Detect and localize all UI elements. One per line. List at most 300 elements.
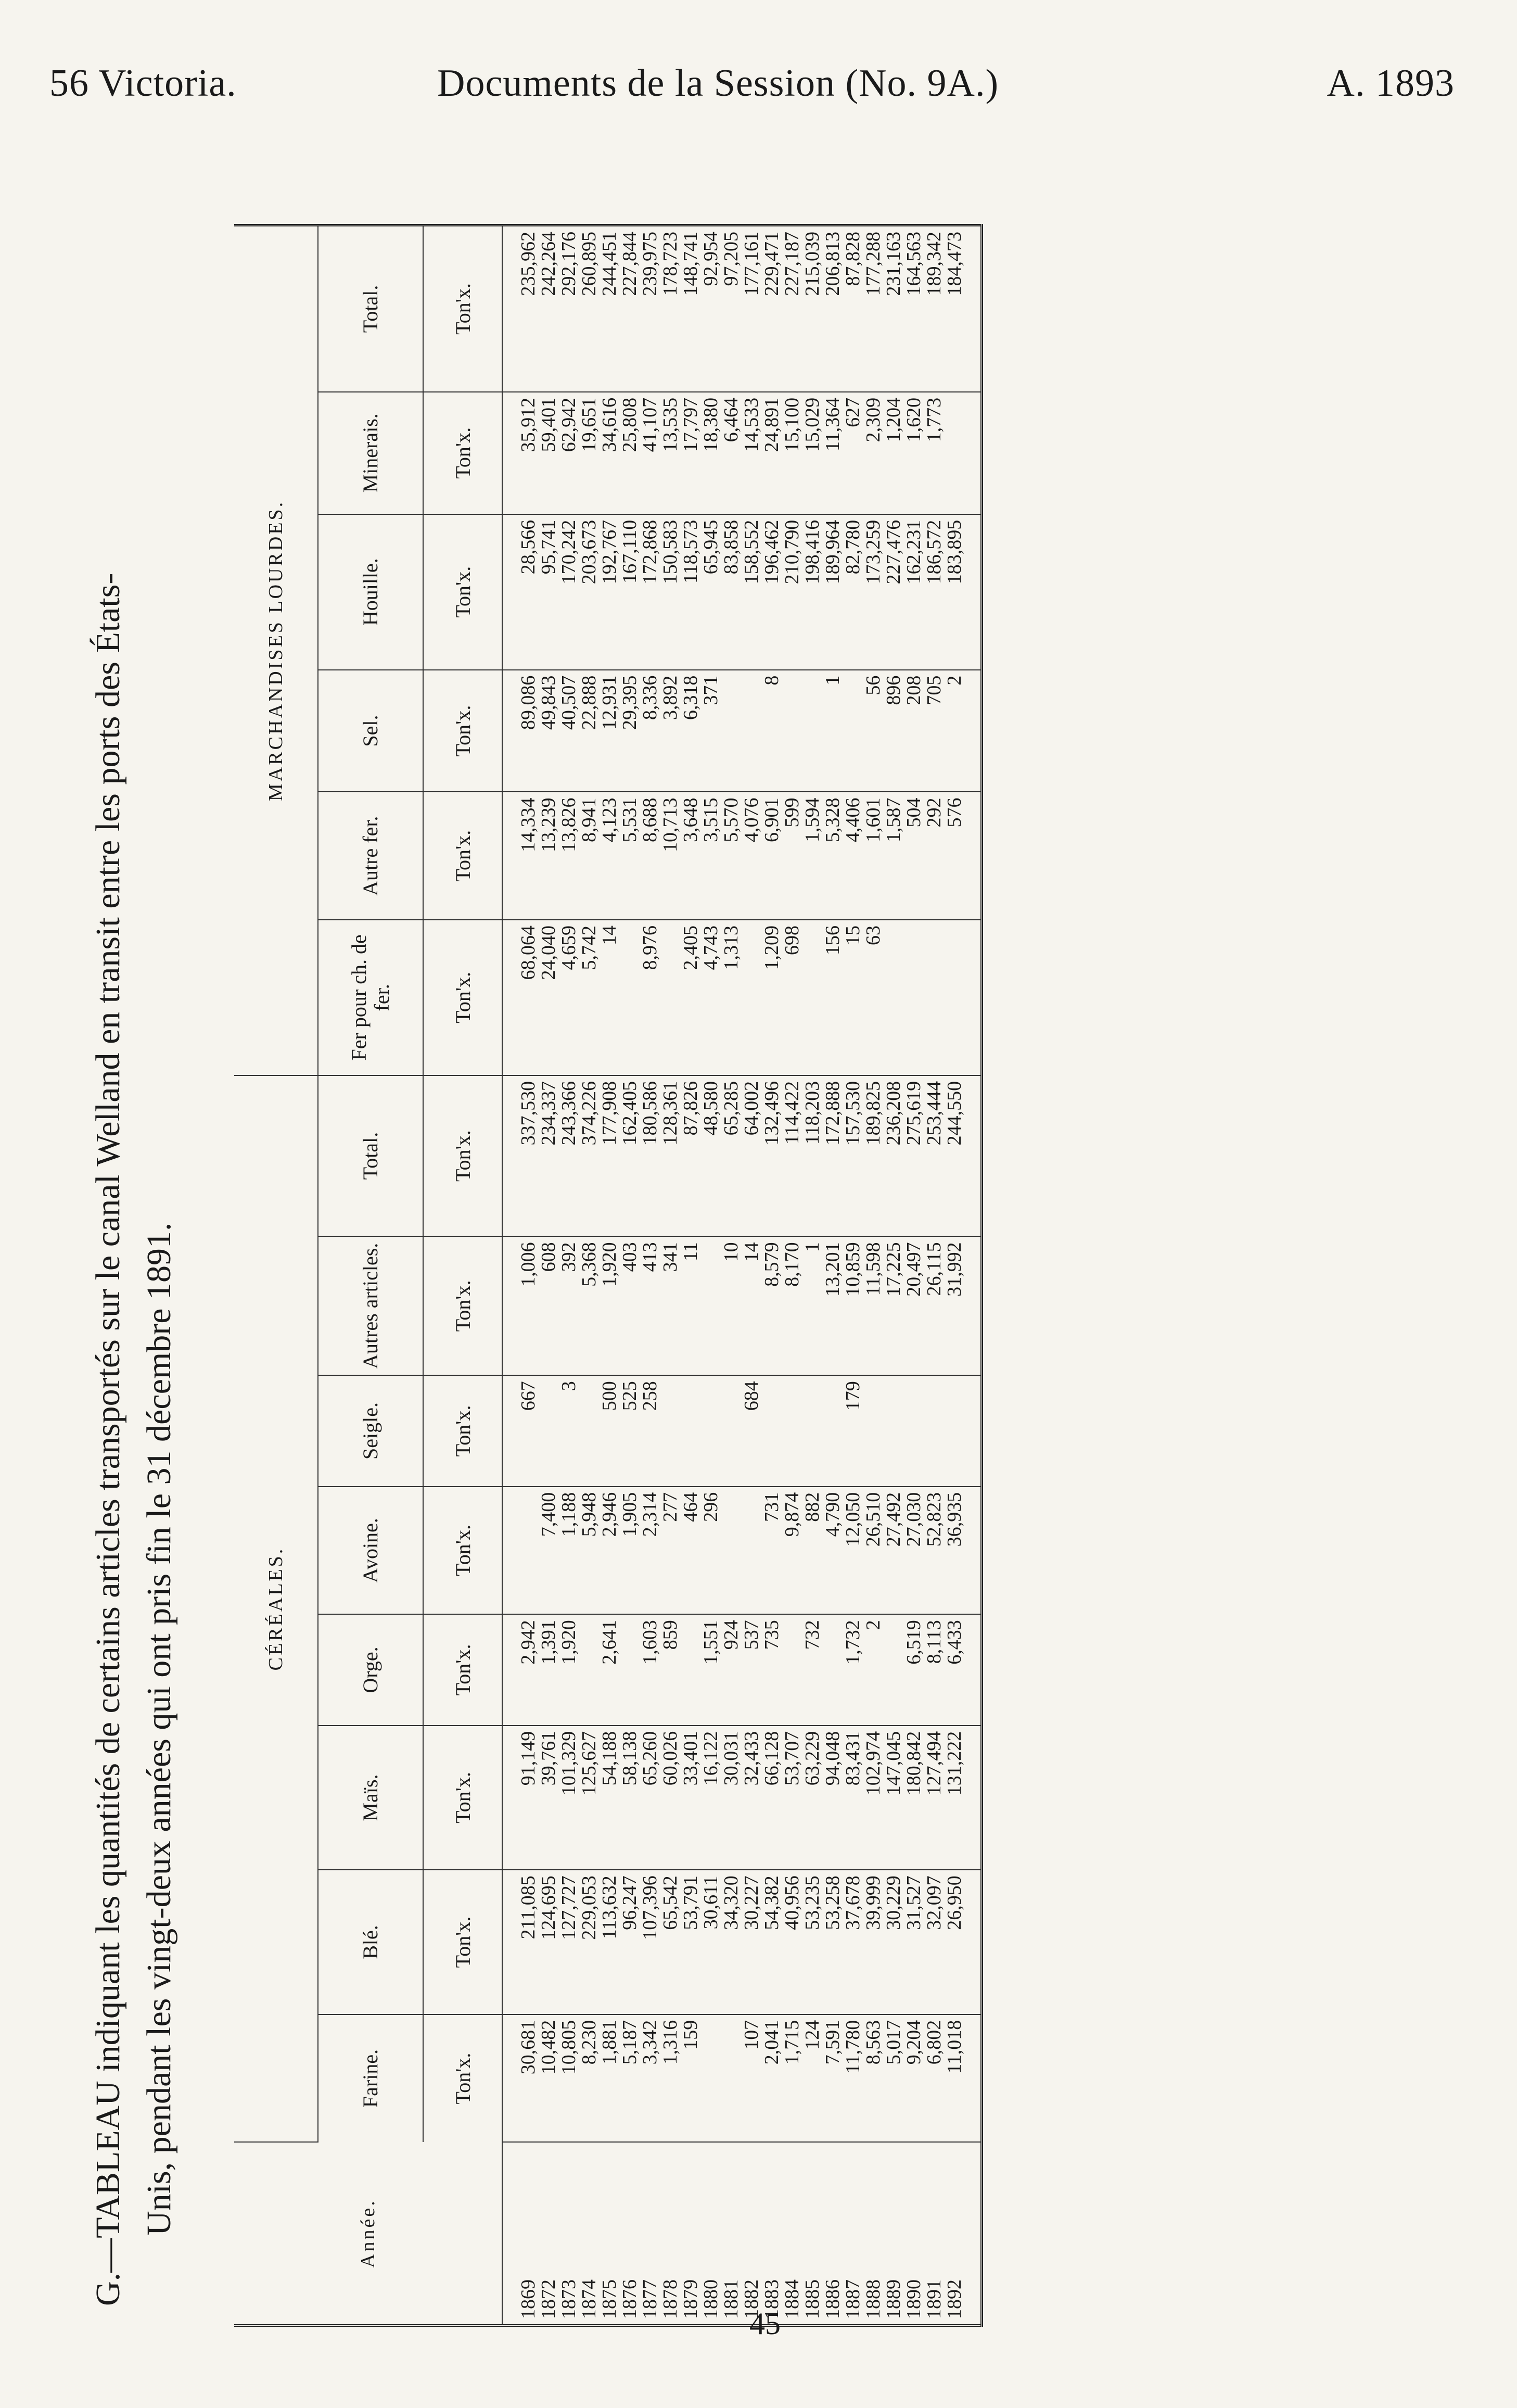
value-cell: 27,030	[904, 1487, 924, 1615]
value-cell: 4,659	[559, 920, 579, 1075]
year-cell: 1887	[842, 2279, 864, 2319]
table-row	[721, 225, 742, 2326]
value-cell: 4,076	[742, 792, 762, 920]
value-cell: 1,881	[600, 2014, 620, 2143]
value-cell: 599	[782, 792, 802, 920]
value-cell: 131,222	[945, 1726, 982, 1870]
value-cell: 107	[742, 2014, 762, 2143]
value-cell: 8,941	[579, 792, 600, 920]
value-cell: 30,227	[742, 1870, 762, 2014]
value-cell: 124	[802, 2014, 823, 2143]
value-cell	[802, 670, 823, 792]
year-cell: 1891	[923, 2279, 945, 2319]
column-header: Minerais.	[318, 392, 423, 514]
value-cell	[701, 1375, 721, 1486]
value-cell: 8,230	[579, 2014, 600, 2143]
value-cell	[681, 1614, 701, 1725]
value-cell: 14	[600, 920, 620, 1075]
value-cell: 1,391	[539, 1614, 559, 1725]
value-cell: 337,530	[502, 1075, 539, 1237]
value-cell: 172,888	[823, 1075, 843, 1237]
value-cell: 91,149	[502, 1726, 539, 1870]
value-cell: 17,225	[884, 1236, 904, 1375]
value-cell: 296	[701, 1487, 721, 1615]
value-cell: 210,790	[782, 514, 802, 670]
value-cell: 2,405	[681, 920, 701, 1075]
table-title-line-1: G.—TABLEAU indiquant les quantités de certains articles transportés sur le canal Welland en transit entre les ports des États-	[89, 573, 127, 2306]
value-cell: 3,892	[660, 670, 681, 792]
value-cell: 54,382	[762, 1870, 782, 2014]
value-cell	[721, 670, 742, 792]
value-cell: 66,128	[762, 1726, 782, 1870]
value-cell: 253,444	[924, 1075, 945, 1237]
value-cell: 178,723	[660, 225, 681, 392]
value-cell: 8	[762, 670, 782, 792]
value-cell: 236,208	[884, 1075, 904, 1237]
header-cereales: CÉRÉALES.	[234, 1075, 318, 2142]
value-cell: 1,209	[762, 920, 782, 1075]
value-cell: 12,050	[843, 1487, 863, 1615]
value-cell: 9,204	[904, 2014, 924, 2143]
header-annee: Année.	[234, 2142, 502, 2325]
value-cell: 10,805	[559, 2014, 579, 2143]
value-cell: 192,767	[600, 514, 620, 670]
year-cell: 1874	[578, 2279, 600, 2319]
value-cell: 5,368	[579, 1236, 600, 1375]
value-cell: 11,598	[863, 1236, 884, 1375]
value-cell	[904, 920, 924, 1075]
value-cell: 52,823	[924, 1487, 945, 1615]
value-cell: 32,433	[742, 1726, 762, 1870]
table-body	[502, 225, 982, 2326]
value-cell: 206,813	[823, 225, 843, 392]
value-cell: 22,888	[579, 670, 600, 792]
header-year: A. 1893	[1327, 62, 1455, 105]
value-cell: 167,110	[620, 514, 640, 670]
value-cell: 95,741	[539, 514, 559, 670]
value-cell	[620, 920, 640, 1075]
column-header: Sel.	[318, 670, 423, 792]
value-cell: 29,395	[620, 670, 640, 792]
value-cell: 63,229	[802, 1726, 823, 1870]
value-cell: 735	[762, 1614, 782, 1725]
value-cell: 1	[802, 1236, 823, 1375]
value-cell: 162,405	[620, 1075, 640, 1237]
value-cell: 1,905	[620, 1487, 640, 1615]
value-cell: 667	[502, 1375, 539, 1486]
value-cell: 292,176	[559, 225, 579, 392]
value-cell: 705	[924, 670, 945, 792]
value-cell: 5,742	[579, 920, 600, 1075]
header-document-title: Documents de la Session (No. 9A.)	[437, 62, 999, 105]
value-cell: 32,097	[924, 1870, 945, 2014]
table-row	[904, 225, 924, 2326]
table-row	[660, 225, 681, 2326]
value-cell: 11,018	[945, 2014, 982, 2143]
value-cell: 53,791	[681, 1870, 701, 2014]
value-cell: 63	[863, 920, 884, 1075]
value-cell: 5,328	[823, 792, 843, 920]
value-cell: 127,727	[559, 1870, 579, 2014]
value-cell: 132,496	[762, 1075, 782, 1237]
column-header: Farine.	[318, 2014, 423, 2143]
value-cell: 11,364	[823, 392, 843, 514]
value-cell: 608	[539, 1236, 559, 1375]
table-title	[78, 224, 198, 2327]
value-cell: 118,203	[802, 1075, 823, 1237]
value-cell: 1	[823, 670, 843, 792]
year-cell: 1892	[945, 2142, 982, 2325]
unit-label: Ton'x.	[423, 1487, 502, 1615]
value-cell: 231,163	[884, 225, 904, 392]
year-cell: 1875	[598, 2279, 620, 2319]
value-cell: 3,515	[701, 792, 721, 920]
value-cell: 189,825	[863, 1075, 884, 1237]
value-cell: 1,773	[924, 392, 945, 514]
year-cell: 1869	[517, 2279, 539, 2319]
value-cell: 34,320	[721, 1870, 742, 2014]
value-cell	[782, 1614, 802, 1725]
value-cell	[924, 920, 945, 1075]
table-row	[945, 225, 982, 2326]
value-cell: 25,808	[620, 392, 640, 514]
column-header: Avoine.	[318, 1487, 423, 1615]
value-cell: 24,891	[762, 392, 782, 514]
value-cell: 859	[660, 1614, 681, 1725]
value-cell: 227,844	[620, 225, 640, 392]
value-cell	[762, 1375, 782, 1486]
value-cell: 215,039	[802, 225, 823, 392]
value-cell	[802, 920, 823, 1075]
table-row	[539, 225, 559, 2326]
value-cell: 39,761	[539, 1726, 559, 1870]
table-row	[701, 225, 721, 2326]
value-cell: 173,259	[863, 514, 884, 670]
year-cell: 1882	[741, 2279, 762, 2319]
table-row	[762, 225, 782, 2326]
value-cell: 229,471	[762, 225, 782, 392]
value-cell: 113,632	[600, 1870, 620, 2014]
year-cell: 1878	[659, 2279, 681, 2319]
column-header: Blé.	[318, 1870, 423, 2014]
value-cell: 2,309	[863, 392, 884, 514]
value-cell: 3,342	[640, 2014, 660, 2143]
value-cell: 239,975	[640, 225, 660, 392]
unit-label: Ton'x.	[423, 514, 502, 670]
value-cell: 6,464	[721, 392, 742, 514]
rotated-table-page	[78, 224, 1410, 2327]
value-cell: 341	[660, 1236, 681, 1375]
unit-label: Ton'x.	[423, 1726, 502, 1870]
value-cell: 5,187	[620, 2014, 640, 2143]
value-cell: 198,416	[802, 514, 823, 670]
value-cell: 882	[802, 1487, 823, 1615]
value-cell	[742, 1487, 762, 1615]
value-cell: 8,113	[924, 1614, 945, 1725]
unit-label: Ton'x.	[423, 670, 502, 792]
year-cell: 1888	[862, 2279, 884, 2319]
unit-label: Ton'x.	[423, 920, 502, 1075]
value-cell	[782, 1375, 802, 1486]
value-cell: 179	[843, 1375, 863, 1486]
value-cell: 40,507	[559, 670, 579, 792]
value-cell: 97,205	[721, 225, 742, 392]
value-cell: 8,976	[640, 920, 660, 1075]
value-cell	[701, 1236, 721, 1375]
value-cell	[620, 1614, 640, 1725]
value-cell: 83,431	[843, 1726, 863, 1870]
value-cell: 35,912	[502, 392, 539, 514]
value-cell: 1,715	[782, 2014, 802, 2143]
year-cell: 1876	[619, 2279, 641, 2319]
value-cell: 13,201	[823, 1236, 843, 1375]
value-cell: 413	[640, 1236, 660, 1375]
column-header: Houille.	[318, 514, 423, 670]
value-cell: 62,942	[559, 392, 579, 514]
value-cell: 4,790	[823, 1487, 843, 1615]
value-cell: 64,002	[742, 1075, 762, 1237]
value-cell: 576	[945, 792, 982, 920]
value-cell: 234,337	[539, 1075, 559, 1237]
year-cell: 1879	[680, 2279, 702, 2319]
value-cell: 1,601	[863, 792, 884, 920]
unit-label: Ton'x.	[423, 2014, 502, 2143]
value-cell: 3	[559, 1375, 579, 1486]
value-cell: 2	[863, 1614, 884, 1725]
year-cell: 1886	[822, 2279, 844, 2319]
value-cell: 101,329	[559, 1726, 579, 1870]
value-cell: 292	[924, 792, 945, 920]
value-cell: 243,366	[559, 1075, 579, 1237]
table-row	[502, 225, 539, 2326]
value-cell: 184,473	[945, 225, 982, 392]
value-cell: 53,258	[823, 1870, 843, 2014]
value-cell	[502, 1487, 539, 1615]
unit-row	[423, 225, 502, 2326]
table-row	[579, 225, 600, 2326]
table-row	[924, 225, 945, 2326]
year-cell: 1883	[761, 2279, 783, 2319]
value-cell: 277	[660, 1487, 681, 1615]
value-cell: 102,974	[863, 1726, 884, 1870]
value-cell: 684	[742, 1375, 762, 1486]
value-cell: 37,678	[843, 1870, 863, 2014]
value-cell: 53,707	[782, 1726, 802, 1870]
value-cell: 11	[681, 1236, 701, 1375]
table-row	[823, 225, 843, 2326]
value-cell: 19,651	[579, 392, 600, 514]
value-cell: 26,115	[924, 1236, 945, 1375]
value-cell: 227,187	[782, 225, 802, 392]
value-cell: 203,673	[579, 514, 600, 670]
value-cell: 34,616	[600, 392, 620, 514]
value-cell: 2,942	[502, 1614, 539, 1725]
value-cell: 1,587	[884, 792, 904, 920]
value-cell: 164,563	[904, 225, 924, 392]
value-cell: 15,029	[802, 392, 823, 514]
value-cell	[945, 392, 982, 514]
value-cell: 54,188	[600, 1726, 620, 1870]
year-cell: 1885	[801, 2279, 823, 2319]
value-cell	[823, 1614, 843, 1725]
value-cell: 28,566	[502, 514, 539, 670]
value-cell: 6,433	[945, 1614, 982, 1725]
year-cell: 1889	[883, 2279, 904, 2319]
table-row	[640, 225, 660, 2326]
table-row	[802, 225, 823, 2326]
value-cell: 30,681	[502, 2014, 539, 2143]
column-header: Total.	[318, 1075, 423, 1237]
value-cell: 1,603	[640, 1614, 660, 1725]
value-cell: 371	[701, 670, 721, 792]
value-cell: 374,226	[579, 1075, 600, 1237]
unit-label: Ton'x.	[423, 1236, 502, 1375]
value-cell: 8,563	[863, 2014, 884, 2143]
value-cell	[721, 2014, 742, 2143]
value-cell: 464	[681, 1487, 701, 1615]
header-session-label: 56 Victoria.	[49, 62, 237, 105]
value-cell: 65,542	[660, 1870, 681, 2014]
value-cell: 4,743	[701, 920, 721, 1075]
value-cell: 26,950	[945, 1870, 982, 2014]
value-cell: 10,859	[843, 1236, 863, 1375]
value-cell: 242,264	[539, 225, 559, 392]
value-cell: 1,594	[802, 792, 823, 920]
value-cell: 12,931	[600, 670, 620, 792]
value-cell: 2	[945, 670, 982, 792]
value-cell: 5,948	[579, 1487, 600, 1615]
value-cell: 172,868	[640, 514, 660, 670]
value-cell: 83,858	[721, 514, 742, 670]
value-cell: 15,100	[782, 392, 802, 514]
value-cell: 260,895	[579, 225, 600, 392]
value-cell: 924	[721, 1614, 742, 1725]
value-cell	[721, 1375, 742, 1486]
value-cell: 127,494	[924, 1726, 945, 1870]
value-cell: 2,041	[762, 2014, 782, 2143]
value-cell: 4,406	[843, 792, 863, 920]
year-cell: 1884	[781, 2279, 803, 2319]
value-cell	[701, 2014, 721, 2143]
column-header: Maïs.	[318, 1726, 423, 1870]
value-cell: 65,285	[721, 1075, 742, 1237]
value-cell: 8,688	[640, 792, 660, 920]
value-cell	[782, 670, 802, 792]
value-cell: 392	[559, 1236, 579, 1375]
value-cell: 27,492	[884, 1487, 904, 1615]
value-cell: 7,591	[823, 2014, 843, 2143]
value-cell: 732	[802, 1614, 823, 1725]
value-cell: 40,956	[782, 1870, 802, 2014]
value-cell: 162,231	[904, 514, 924, 670]
value-cell	[579, 1375, 600, 1486]
value-cell: 49,843	[539, 670, 559, 792]
value-cell: 30,031	[721, 1726, 742, 1870]
value-cell: 6,901	[762, 792, 782, 920]
value-cell: 186,572	[924, 514, 945, 670]
page-number: 45	[749, 2306, 781, 2341]
value-cell: 1,188	[559, 1487, 579, 1615]
value-cell: 10	[721, 1236, 742, 1375]
value-cell	[721, 1487, 742, 1615]
value-cell	[742, 920, 762, 1075]
year-cell: 1890	[903, 2279, 925, 2319]
value-cell	[742, 670, 762, 792]
table-row	[884, 225, 904, 2326]
table-row	[863, 225, 884, 2326]
table-title-line-2: Unis, pendant les vingt-deux années qui ont pris fin le 31 décembre 1891.	[140, 1222, 178, 2236]
column-header: Orge.	[318, 1614, 423, 1725]
value-cell: 9,874	[782, 1487, 802, 1615]
value-cell: 5,531	[620, 792, 640, 920]
value-cell: 13,535	[660, 392, 681, 514]
value-cell: 1,732	[843, 1614, 863, 1725]
value-cell	[863, 1375, 884, 1486]
value-cell	[904, 1375, 924, 1486]
value-cell: 275,619	[904, 1075, 924, 1237]
value-cell: 500	[600, 1375, 620, 1486]
value-cell: 48,580	[701, 1075, 721, 1237]
value-cell: 30,229	[884, 1870, 904, 2014]
value-cell: 31,992	[945, 1236, 982, 1375]
table-row	[600, 225, 620, 2326]
transit-table	[234, 224, 983, 2327]
year-cell: 1877	[639, 2279, 661, 2319]
value-cell: 14,334	[502, 792, 539, 920]
value-cell: 147,045	[884, 1726, 904, 1870]
column-header: Total.	[318, 225, 423, 392]
value-cell: 89,086	[502, 670, 539, 792]
column-header: Seigle.	[318, 1375, 423, 1486]
value-cell: 1,551	[701, 1614, 721, 1725]
value-cell: 2,641	[600, 1614, 620, 1725]
value-cell: 189,342	[924, 225, 945, 392]
unit-label: Ton'x.	[423, 392, 502, 514]
value-cell: 20,497	[904, 1236, 924, 1375]
value-cell	[681, 1375, 701, 1486]
value-cell: 82,780	[843, 514, 863, 670]
value-cell: 94,048	[823, 1726, 843, 1870]
column-header-row	[318, 225, 423, 2326]
unit-label: Ton'x.	[423, 225, 502, 392]
table-row	[843, 225, 863, 2326]
value-cell: 11,780	[843, 2014, 863, 2143]
value-cell: 698	[782, 920, 802, 1075]
value-cell: 58,138	[620, 1726, 640, 1870]
value-cell	[660, 1375, 681, 1486]
table-row	[681, 225, 701, 2326]
value-cell: 114,422	[782, 1075, 802, 1237]
value-cell: 235,962	[502, 225, 539, 392]
value-cell: 6,519	[904, 1614, 924, 1725]
value-cell: 5,570	[721, 792, 742, 920]
value-cell: 244,550	[945, 1075, 982, 1237]
value-cell	[843, 670, 863, 792]
value-cell: 2,946	[600, 1487, 620, 1615]
value-cell	[945, 920, 982, 1075]
value-cell: 59,401	[539, 392, 559, 514]
value-cell: 53,235	[802, 1870, 823, 2014]
group-header-row	[234, 225, 318, 2326]
value-cell	[823, 1375, 843, 1486]
value-cell: 16,122	[701, 1726, 721, 1870]
value-cell	[884, 1614, 904, 1725]
value-cell: 156	[823, 920, 843, 1075]
value-cell: 87,826	[681, 1075, 701, 1237]
value-cell: 6,318	[681, 670, 701, 792]
value-cell: 15	[843, 920, 863, 1075]
value-cell: 26,510	[863, 1487, 884, 1615]
